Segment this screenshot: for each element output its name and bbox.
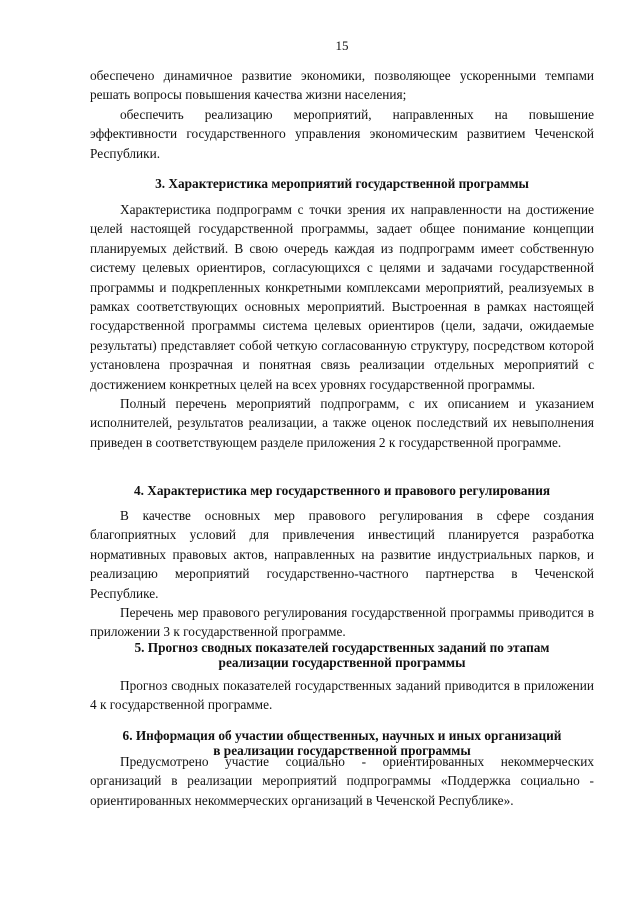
section-5-heading (90, 640, 594, 670)
section-6-heading-line-2: в реализации государственной программы (213, 743, 471, 758)
section-4-paragraph-2: Перечень мер правового регулирования государственной программы приводится в приложении 3 к государственной программе. (90, 605, 594, 640)
section-3-body (90, 200, 594, 452)
section-5-heading-line-2: реализации государственной программы (218, 655, 466, 670)
page-number: 15 (335, 38, 349, 53)
intro-paragraph-1: обеспечено динамичное развитие экономики, позволяющее ускоренными темпами решать вопросы повышения качества жизни населения; (90, 68, 594, 103)
section-5-body (90, 676, 594, 715)
intro-text (90, 66, 594, 163)
section-3-heading: 3. Характеристика мероприятий государственной программы (155, 176, 529, 191)
intro-paragraph-2: обеспечить реализацию мероприятий, направленных на повышение эффективности государственного управления экономическим развитием Чеченской Республики. (90, 106, 594, 161)
section-6-body (90, 752, 594, 810)
section-4-paragraph-1: В качестве основных мер правового регулирования в сфере создания благоприятных условий для привлечения инвестиций планируется разработка нормативных правовых актов, направленных на развитие индустриальных парков, и реализацию мероприятий государственно-частного партнерства в Чеченской Республике. (90, 508, 594, 601)
section-5-heading-line-1: 5. Прогноз сводных показателей государственных заданий по этапам (134, 640, 550, 655)
section-3-paragraph-1: Характеристика подпрограмм с точки зрения их направленности на достижение целей настоящей государственной программы, задает общее понимание концепции планируемых действий. В свою очередь каждая из подпрограмм имеет собственную систему целевых ориентиров, согласующихся с целями и задачами государственной программы и подкрепленных конкретными комплексами мероприятий, реализуемых в рамках соответствующих основных мероприятий. Выстроенная в рамках настоящей государственной программы система целевых ориентиров (цели, задачи, ожидаемые результаты) представляет собой четкую согласованную структуру, посредством которой установлена прозрачная и понятная связь реализации отдельных мероприятий с достижением конкретных целей на всех уровнях государственной программы. (90, 202, 594, 392)
section-6-paragraph-1: Предусмотрено участие социально - ориентированных некоммерческих организаций в реализации мероприятий подпрограммы «Поддержка социально - ориентированных некоммерческих организаций в Чеченской Республике». (90, 754, 594, 808)
section-3-paragraph-2: Полный перечень мероприятий подпрограмм, с их описанием и указанием исполнителей, результатов реализации, а также оценок последствий их невыполнения приведен в соответствующем разделе приложения 2 к государственной программе. (90, 396, 594, 450)
section-5-paragraph-1: Прогноз сводных показателей государственных заданий приводится в приложении 4 к государственной программе. (90, 678, 594, 713)
section-4-heading: 4. Характеристика мер государственного и правового регулирования (133, 483, 551, 498)
section-6-heading-line-1: 6. Информация об участии общественных, научных и иных организаций (122, 728, 562, 743)
section-4-body (90, 506, 594, 642)
